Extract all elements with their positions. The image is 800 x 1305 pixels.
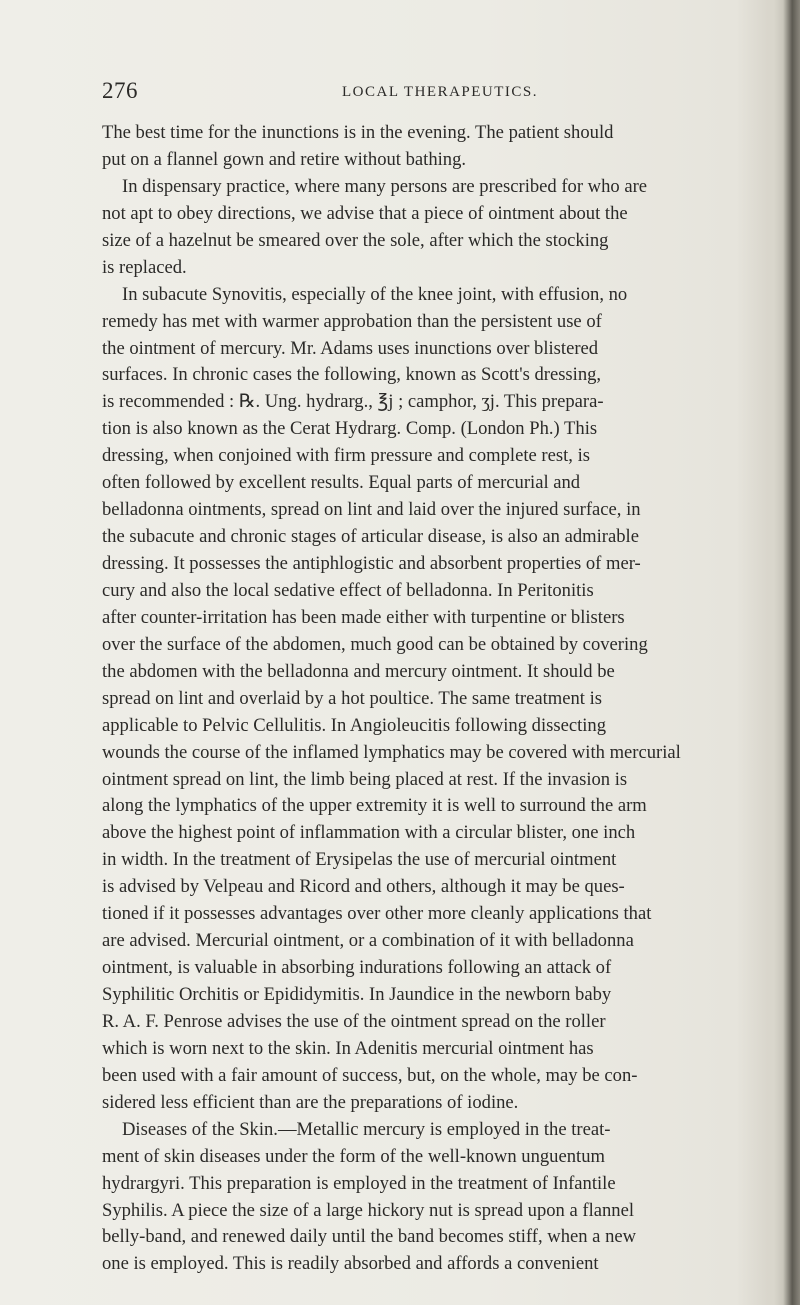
- text-line: not apt to obey directions, we advise that a piece of ointment about the: [102, 202, 628, 224]
- text-line: wounds the course of the inflamed lymphatics may be covered with mercurial: [102, 741, 681, 763]
- section-heading-line: Diseases of the Skin.—Metallic mercury is employed in the treat-: [122, 1118, 611, 1140]
- text-line: In dispensary practice, where many persons are prescribed for who are: [122, 175, 648, 197]
- text-line: dressing. It possesses the antiphlogistic and absorbent properties of mer-: [102, 553, 641, 574]
- text-line: size of a hazelnut be smeared over the sole, after which the stocking: [102, 229, 609, 251]
- text-line: ment of skin diseases under the form of the well-known unguentum: [102, 1145, 605, 1167]
- text-line: are advised. Mercurial ointment, or a combination of it with belladonna: [102, 930, 634, 952]
- page-header: [102, 78, 782, 108]
- text-line: tioned if it possesses advantages over other more cleanly applications that: [102, 903, 652, 925]
- text-line: the abdomen with the belladonna and mercury ointment. It should be: [102, 660, 615, 682]
- text-line: cury and also the local sedative effect of belladonna. In Peritonitis: [102, 579, 594, 601]
- text-line: ointment, is valuable in absorbing indurations following an attack of: [102, 957, 612, 979]
- text-line: the ointment of mercury. Mr. Adams uses inunctions over blistered: [102, 337, 599, 359]
- running-title: LOCAL THERAPEUTICS.: [342, 84, 539, 100]
- text-line: one is employed. This is readily absorbed and affords a convenient: [102, 1253, 599, 1275]
- text-line: is replaced.: [102, 256, 187, 278]
- text-line: ointment spread on lint, the limb being placed at rest. If the invasion is: [102, 768, 628, 790]
- text-line: Syphilis. A piece the size of a large hickory nut is spread upon a flannel: [102, 1199, 635, 1221]
- text-line: belly-band, and renewed daily until the band becomes stiff, when a new: [102, 1226, 637, 1248]
- text-line: along the lymphatics of the upper extremity it is well to surround the arm: [102, 795, 647, 817]
- text-line: hydrargyri. This preparation is employed in the treatment of Infantile: [102, 1172, 616, 1194]
- text-line: belladonna ointments, spread on lint and laid over the injured surface, in: [102, 499, 641, 521]
- text-line: is recommended : ℞. Ung. hydrarg., ℥j ; camphor, ʒj. This prepara-: [102, 391, 604, 413]
- text-line: tion is also known as the Cerat Hydrarg. Comp. (London Ph.) This: [102, 418, 598, 440]
- text-line: often followed by excellent results. Equal parts of mercurial and: [102, 472, 581, 494]
- text-line: in width. In the treatment of Erysipelas the use of mercurial ointment: [102, 849, 617, 871]
- text-line: put on a flannel gown and retire without bathing.: [102, 148, 467, 170]
- page-number: 276: [102, 78, 138, 103]
- text-line: R. A. F. Penrose advises the use of the ointment spread on the roller: [102, 1010, 606, 1032]
- text-line: is advised by Velpeau and Ricord and others, although it may be ques-: [102, 876, 625, 898]
- text-line: applicable to Pelvic Cellulitis. In Angioleucitis following dissecting: [102, 714, 607, 736]
- text-line: The best time for the inunctions is in the evening. The patient should: [102, 122, 614, 143]
- text-line: dressing, when conjoined with firm pressure and complete rest, is: [102, 445, 590, 467]
- text-line: over the surface of the abdomen, much good can be obtained by covering: [102, 633, 648, 655]
- text-line: sidered less efficient than are the preparations of iodine.: [102, 1091, 519, 1113]
- text-line: spread on lint and overlaid by a hot poultice. The same treatment is: [102, 687, 602, 709]
- text-line: surfaces. In chronic cases the following, known as Scott's dressing,: [102, 364, 602, 386]
- text-line: remedy has met with warmer approbation than the persistent use of: [102, 310, 602, 332]
- text-line: after counter-irritation has been made either with turpentine or blisters: [102, 606, 625, 628]
- text-line: which is worn next to the skin. In Adenitis mercurial ointment has: [102, 1037, 594, 1059]
- text-line: In subacute Synovitis, especially of the knee joint, with effusion, no: [122, 283, 628, 305]
- text-line: above the highest point of inflammation with a circular blister, one inch: [102, 822, 636, 844]
- text-line: the subacute and chronic stages of articular disease, is also an admirable: [102, 526, 639, 548]
- text-line: Syphilitic Orchitis or Epididymitis. In Jaundice in the newborn baby: [102, 984, 612, 1005]
- text-line: been used with a fair amount of success, but, on the whole, may be con-: [102, 1064, 638, 1086]
- body-text: [102, 120, 786, 1278]
